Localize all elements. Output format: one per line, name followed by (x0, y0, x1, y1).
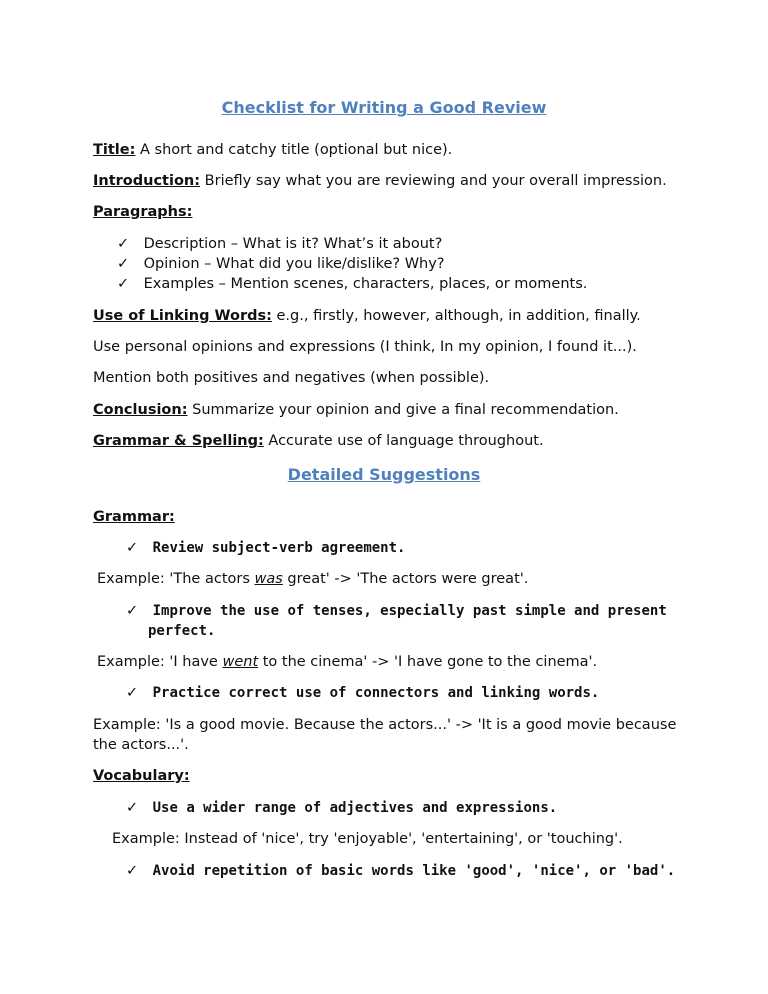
list-item (126, 603, 667, 619)
vocabulary-heading (93, 768, 190, 784)
example-text: great' -> 'The actors were great'. (282, 571, 529, 587)
opinions-line: Use personal opinions and expressions (I think, In my opinion, I found it...). (93, 339, 637, 355)
grammar-example: Example: 'Is a good movie. Because the actors...' -> 'It is a good movie because (93, 717, 677, 733)
positives-line: Mention both positives and negatives (when possible). (93, 370, 490, 386)
introduction-text: Briefly say what you are reviewing and your overall impression. (204, 173, 667, 189)
linking-label: Use of Linking Words: (93, 308, 272, 324)
conclusion-line (93, 402, 619, 418)
list-item (117, 236, 442, 252)
conclusion-label: Conclusion: (93, 402, 188, 418)
linking-line (93, 308, 641, 324)
conclusion-text: Summarize your opinion and give a final recommendation. (192, 402, 619, 418)
grammar-tip: Review subject-verb agreement. (152, 540, 406, 556)
check-icon: ✓ (126, 863, 139, 879)
paragraphs-line (93, 204, 192, 220)
grammar-tip-continued: perfect. (148, 623, 216, 639)
grammar-spelling-line (93, 433, 544, 449)
paragraphs-item-description: Description – What is it? What’s it about? (143, 236, 443, 252)
example-text: Example: 'I have (97, 654, 223, 670)
title-text: A short and catchy title (optional but nice). (140, 142, 453, 158)
list-item (126, 800, 557, 816)
check-icon: ✓ (117, 276, 130, 292)
grammar-example (97, 571, 528, 587)
check-icon: ✓ (117, 236, 130, 252)
grammar-example (97, 654, 597, 670)
list-item (117, 256, 445, 272)
vocabulary-tip: Avoid repetition of basic words like 'good', 'nice', or 'bad'. (152, 863, 676, 879)
linking-text: e.g., firstly, however, although, in addition, finally. (276, 308, 641, 324)
grammar-tip: Practice correct use of connectors and linking words. (152, 685, 600, 701)
example-text: Example: 'The actors (97, 571, 255, 587)
grammar-example-continued: the actors...'. (93, 737, 189, 753)
introduction-line (93, 173, 667, 189)
page-title: Checklist for Writing a Good Review (221, 98, 547, 117)
grammar-spelling-label: Grammar & Spelling: (93, 433, 264, 449)
error-word: was (254, 571, 283, 587)
introduction-label: Introduction: (93, 173, 201, 189)
grammar-spelling-text: Accurate use of language throughout. (268, 433, 544, 449)
paragraphs-item-examples: Examples – Mention scenes, characters, places, or moments. (143, 276, 588, 292)
vocabulary-label: Vocabulary: (93, 768, 190, 784)
vocabulary-example: Example: Instead of 'nice', try 'enjoyable', 'entertaining', or 'touching'. (112, 831, 623, 847)
grammar-tip: Improve the use of tenses, especially past simple and present (152, 603, 667, 619)
check-icon: ✓ (126, 603, 139, 619)
list-item (126, 863, 675, 879)
grammar-label: Grammar: (93, 509, 175, 525)
title-label: Title: (93, 142, 136, 158)
grammar-heading (93, 509, 175, 525)
vocabulary-tip: Use a wider range of adjectives and expressions. (152, 800, 558, 816)
check-icon: ✓ (117, 256, 130, 272)
check-icon: ✓ (126, 800, 139, 816)
section-title: Detailed Suggestions (287, 465, 481, 484)
paragraphs-item-opinion: Opinion – What did you like/dislike? Why? (143, 256, 445, 272)
error-word: went (222, 654, 259, 670)
list-item (126, 685, 599, 701)
check-icon: ✓ (126, 540, 139, 556)
list-item (126, 540, 405, 556)
list-item (117, 276, 587, 292)
example-text: to the cinema' -> 'I have gone to the cinema'. (258, 654, 598, 670)
title-line (93, 142, 452, 158)
check-icon: ✓ (126, 685, 139, 701)
paragraphs-label: Paragraphs: (93, 204, 193, 220)
